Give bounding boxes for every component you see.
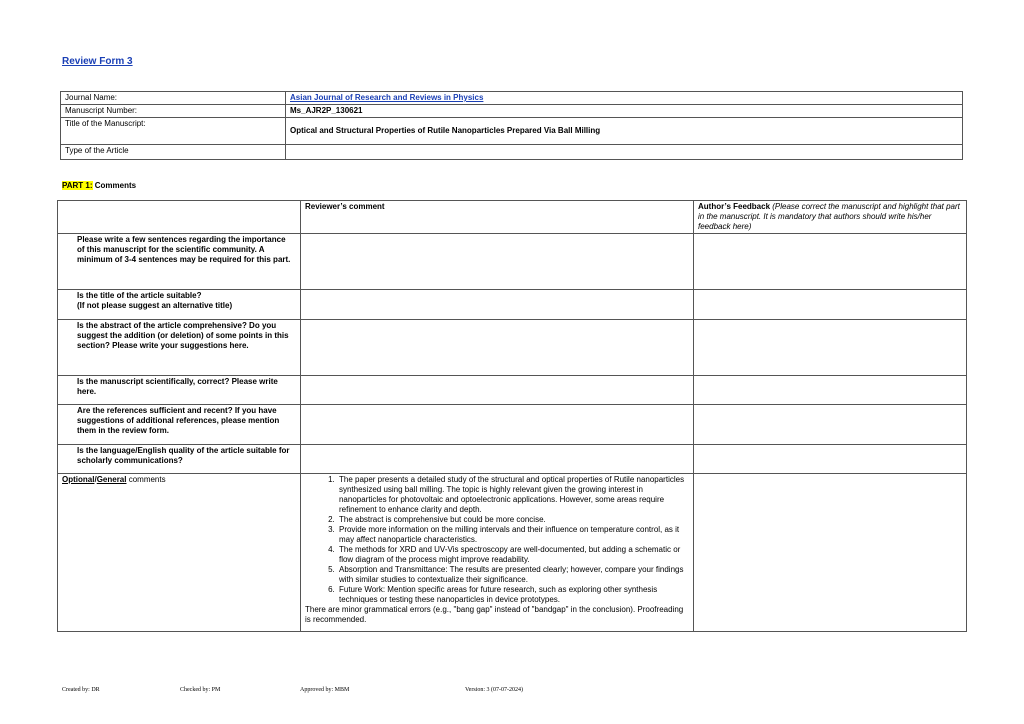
manuscript-title-label: Title of the Manuscript:	[61, 118, 286, 145]
manuscript-number-row	[61, 105, 963, 118]
author-feedback-cell[interactable]	[694, 234, 967, 290]
grammar-note: There are minor grammatical errors (e.g., "bang gap" instead of "bandgap" in the conclusion). Proofreading is recommended.	[304, 605, 684, 624]
header-empty-cell	[58, 201, 301, 234]
optional-label-rest: comments	[126, 475, 166, 484]
question-row	[58, 445, 967, 474]
footer-version: Version: 3 (07-07-2024)	[465, 687, 523, 693]
comment-item: 6. Future Work: Mention specific areas for future research, such as exploring other synthesis techniques or testing these nanoparticles in device prototypes.	[337, 585, 689, 605]
question-title: Is the title of the article suitable? (If not please suggest an alternative title)	[58, 290, 301, 320]
optional-comments-label	[58, 474, 301, 632]
comments-header-row	[58, 201, 967, 234]
author-feedback-header-note: (Please correct the manuscript and highlight that part in the manuscript. It is mandatory that authors should write his/her feedback here)	[698, 202, 960, 231]
footer-created: Created by: DR	[62, 687, 100, 693]
comment-item: 1. The paper presents a detailed study of the structural and optical properties of Rutile nanoparticles synthesized using ball milling. The topic is highly relevant given the growing interest in nanoparticles for photovoltaic and optoelectronic applications. However, some areas require refinement to enhance clarity and depth.	[337, 475, 689, 515]
article-type-row	[61, 145, 963, 160]
author-feedback-cell[interactable]	[694, 376, 967, 405]
comment-item: 3. Provide more information on the milling intervals and their influence on temperature control, as it may affect nanoparticle characteristics.	[337, 525, 689, 545]
journal-label: Journal Name:	[61, 92, 286, 105]
comment-item: 5. Absorption and Transmittance: The results are presented clearly; however, compare your findings with similar studies to contextualize their significance.	[337, 565, 689, 585]
author-feedback-header	[694, 201, 967, 234]
reviewer-comment-cell[interactable]	[300, 376, 693, 405]
author-feedback-cell[interactable]	[694, 320, 967, 376]
journal-link[interactable]: Asian Journal of Research and Reviews in Physics	[290, 93, 484, 102]
optional-label-sep: /	[94, 475, 97, 484]
manuscript-number-value: Ms_AJR2P_130621	[286, 105, 963, 118]
author-feedback-cell[interactable]	[694, 474, 967, 632]
question-scientific: Is the manuscript scientifically, correct? Please write here.	[58, 376, 301, 405]
author-feedback-cell[interactable]	[694, 290, 967, 320]
part-label: PART 1:	[62, 181, 93, 190]
part-title: Comments	[92, 181, 137, 190]
journal-row	[61, 92, 963, 105]
reviewer-comment-cell[interactable]	[300, 445, 693, 474]
footer-approved: Approved by: MBM	[300, 687, 350, 693]
reviewer-comment-cell[interactable]	[300, 405, 693, 445]
author-feedback-cell[interactable]	[694, 405, 967, 445]
question-row	[58, 376, 967, 405]
article-type-label: Type of the Article	[61, 145, 286, 160]
manuscript-info-table	[60, 91, 963, 160]
question-references: Are the references sufficient and recent? If you have suggestions of additional references, please mention them in the review form.	[58, 405, 301, 445]
question-row	[58, 290, 967, 320]
manuscript-title-row	[61, 118, 963, 145]
form-title: Review Form 3	[62, 56, 133, 67]
manuscript-number-label: Manuscript Number:	[61, 105, 286, 118]
reviewer-comment-cell[interactable]	[300, 290, 693, 320]
comment-item: 2. The abstract is comprehensive but could be more concise.	[337, 515, 689, 525]
reviewer-comment-cell[interactable]	[300, 320, 693, 376]
part-heading	[62, 181, 136, 190]
optional-label-b: General	[96, 475, 127, 484]
author-feedback-header-title: Author’s Feedback	[698, 202, 771, 211]
optional-comments-row	[58, 474, 967, 632]
article-type-value	[286, 145, 963, 160]
reviewer-comment-cell[interactable]	[300, 234, 693, 290]
question-row	[58, 234, 967, 290]
optional-comments-text[interactable]	[300, 474, 693, 632]
comments-table	[57, 200, 967, 632]
question-importance: Please write a few sentences regarding the importance of this manuscript for the scientific community. A minimum of 3-4 sentences may be required for this part.	[58, 234, 301, 290]
question-row	[58, 320, 967, 376]
question-abstract: Is the abstract of the article comprehensive? Do you suggest the addition (or deletion) of some points in this section? Please write your suggestions here.	[58, 320, 301, 376]
question-row	[58, 405, 967, 445]
optional-label-a: Optional	[62, 475, 95, 484]
comment-item: 4. The methods for XRD and UV-Vis spectroscopy are well-documented, but adding a schematic or flow diagram of the process might improve readability.	[337, 545, 689, 565]
question-language: Is the language/English quality of the article suitable for scholarly communications?	[58, 445, 301, 474]
reviewer-comment-header: Reviewer’s comment	[300, 201, 693, 234]
manuscript-title-value: Optical and Structural Properties of Rutile Nanoparticles Prepared Via Ball Milling	[286, 118, 963, 145]
optional-comments-list	[305, 475, 689, 605]
footer-checked: Checked by: PM	[180, 687, 221, 693]
author-feedback-cell[interactable]	[694, 445, 967, 474]
